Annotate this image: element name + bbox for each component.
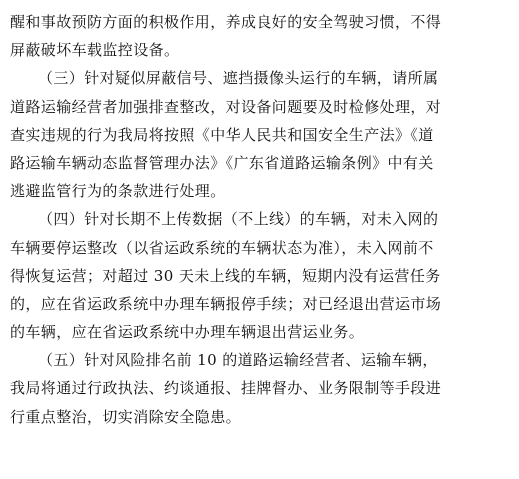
text-line: 醒和事故预防方面的积极作用，养成良好的安全驾驶习惯，不得 [10, 13, 442, 31]
paragraph-heading-four: （四）针对长期不上传数据（不上线）的车辆，对未入网的 [38, 210, 439, 229]
text-line: 我局将通过行政执法、约谈通报、挂牌督办、业务限制等手段进 [10, 379, 442, 398]
text-line: 道路运输经营者加强排查整改，对设备问题要及时检修处理，对 [10, 97, 442, 116]
text-line: 的车辆，应在省运政系统中办理车辆退出营运业务。 [10, 323, 365, 342]
document-body [10, 0, 510, 431]
text-line: 车辆要停运整改（以省运政系统的车辆状态为准），未入网前不 [10, 238, 434, 257]
text-line: 屏蔽破坏车载监控设备。 [10, 41, 180, 60]
text-line: 查实违规的行为我局将按照《中华人民共和国安全生产法》《道 [10, 125, 434, 144]
text-line: 行重点整治，切实消除安全隐患。 [10, 407, 242, 426]
text-line: 的，应在省运政系统中办理车辆报停手续；对已经退出营运市场 [10, 294, 442, 313]
paragraph-heading-five: （五）针对风险排名前 10 的道路运输经营者、运输车辆， [38, 351, 438, 370]
text-line: 逃避监管行为的条款进行处理。 [10, 182, 226, 201]
text-line: 得恢复运营；对超过 30 天未上线的车辆，短期内没有运营任务 [10, 266, 441, 285]
text-line: 路运输车辆动态监督管理办法》《广东省道路运输条例》中有关 [10, 153, 434, 172]
paragraph-heading-three: （三）针对疑似屏蔽信号、遮挡摄像头运行的车辆，请所属 [38, 69, 439, 88]
